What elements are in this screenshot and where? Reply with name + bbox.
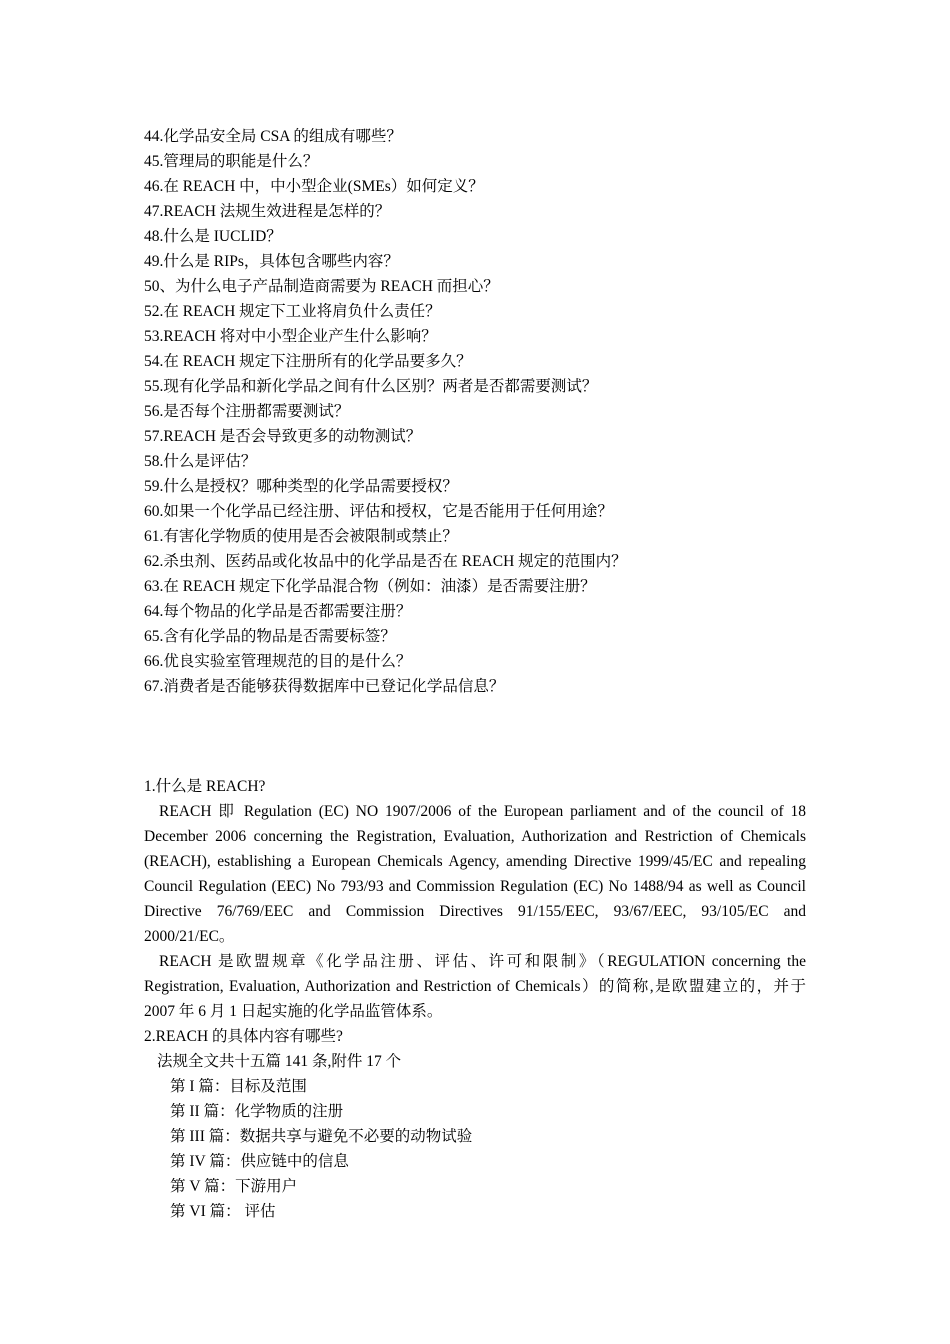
question-item: 50、为什么电子产品制造商需要为 REACH 而担心？ [144,278,499,295]
answer-paragraph: REACH 即 Regulation (EC) NO 1907/2006 of the European parliament and of the council of 18 December 2006 concerning the Registration, Evaluation, Authorization and Restriction of Chemicals (REACH), establishing a European Chemicals Agency, amending Directive 1999/45/EC and repealing Council Regulation (EEC) No 793/93 and Commission Regulation (EC) No 1488/94 as well as Council Directive 76/769/EEC and Commission Directives 91/155/EEC, 93/67/EEC, 93/105/EC and 2000/21/EC。 [144,803,806,945]
question-item: 58.什么是评估？ [144,453,257,470]
question-item: 55.现有化学品和新化学品之间有什么区别？两者是否都需要测试？ [144,378,598,395]
question-item: 65.含有化学品的物品是否需要标签？ [144,628,396,645]
title-list-item: 第 I 篇：目标及范围 [170,1078,307,1095]
question-item: 56.是否每个注册都需要测试？ [144,403,350,420]
title-list-item: 第 III 篇：数据共享与避免不必要的动物试验 [170,1128,473,1145]
question-item: 59.什么是授权？哪种类型的化学品需要授权？ [144,478,458,495]
question-item: 66.优良实验室管理规范的目的是什么？ [144,653,412,670]
question-item: 47.REACH 法规生效进程是怎样的？ [144,203,391,220]
title-list-item: 第 II 篇：化学物质的注册 [170,1103,344,1120]
question-item: 60.如果一个化学品已经注册、评估和授权，它是否能用于任何用途？ [144,503,613,520]
section-gap [144,699,806,774]
question-item: 54.在 REACH 规定下注册所有的化学品要多久？ [144,353,472,370]
document-body [144,124,806,1224]
question-item: 49.什么是 RIPs，具体包含哪些内容？ [144,253,399,270]
question-item: 64.每个物品的化学品是否都需要注册？ [144,603,412,620]
title-list-item: 第 V 篇：下游用户 [170,1178,298,1195]
question-item: 62.杀虫剂、医药品或化妆品中的化学品是否在 REACH 规定的范围内？ [144,553,627,570]
question-item: 61.有害化学物质的使用是否会被限制或禁止？ [144,528,458,545]
answer-heading: 1.什么是 REACH? [144,778,266,795]
question-item: 52.在 REACH 规定下工业将肩负什么责任？ [144,303,441,320]
answer-paragraph: REACH 是欧盟规章《化学品注册、评估、许可和限制》（REGULATION concerning the Registration, Evaluation, Authorization and Restriction of Chemicals）的简称,是欧盟建立的，并于 2007 年 6 月 1 日起实施的化学品监管体系。 [144,953,806,1020]
title-list-item: 第 VI 篇： 评估 [170,1203,276,1220]
title-list-item: 第 IV 篇：供应链中的信息 [170,1153,349,1170]
answer-heading: 2.REACH 的具体内容有哪些? [144,1028,343,1045]
regulation-summary: 法规全文共十五篇 141 条,附件 17 个 [157,1053,402,1070]
question-item: 67.消费者是否能够获得数据库中已登记化学品信息？ [144,678,505,695]
question-list [144,124,806,699]
question-item: 45.管理局的职能是什么？ [144,153,319,170]
question-item: 63.在 REACH 规定下化学品混合物（例如：油漆）是否需要注册？ [144,578,596,595]
question-item: 57.REACH 是否会导致更多的动物测试？ [144,428,422,445]
question-item: 46.在 REACH 中，中小型企业(SMEs）如何定义？ [144,178,484,195]
question-item: 48.什么是 IUCLID？ [144,228,282,245]
question-item: 44.化学品安全局 CSA 的组成有哪些？ [144,128,402,145]
answer-section-1 [144,774,806,1024]
answer-section-2 [144,1024,806,1224]
question-item: 53.REACH 将对中小型企业产生什么影响？ [144,328,437,345]
